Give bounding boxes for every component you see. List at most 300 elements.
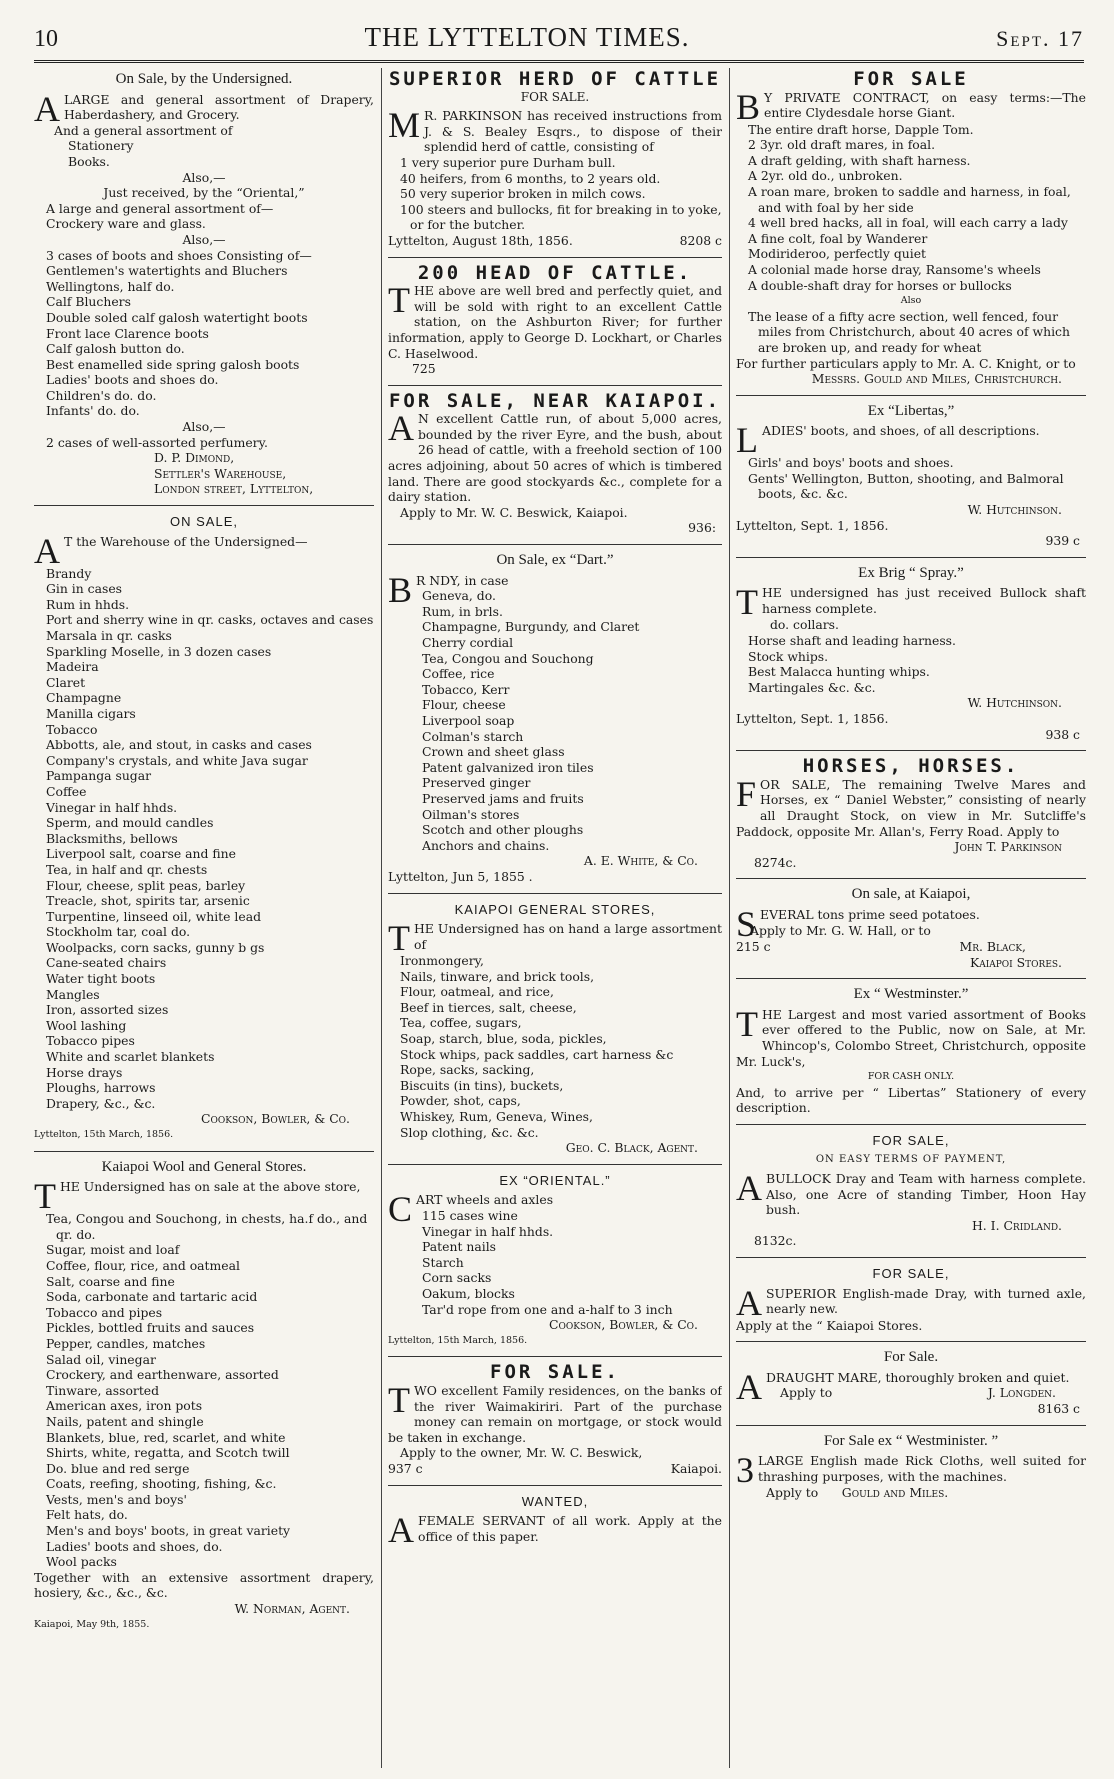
issue-date: Sept. 17 bbox=[996, 26, 1084, 51]
also-label: Also,— bbox=[182, 231, 226, 247]
list-item: Slop clothing, &c. &c. bbox=[400, 1124, 539, 1140]
ad-westminster-books bbox=[736, 987, 1086, 1116]
ad-horses bbox=[736, 755, 1086, 870]
drop-cap: A bbox=[736, 1168, 762, 1209]
list-item: Do. blue and red serge bbox=[46, 1460, 190, 1476]
list-item: 50 very superior broken in milch cows. bbox=[400, 186, 646, 202]
drop-cap: T bbox=[388, 918, 410, 959]
list-item: Mangles bbox=[46, 986, 100, 1002]
ad-heading: Kaiapoi Wool and General Stores. bbox=[101, 1158, 307, 1175]
drop-cap: T bbox=[388, 1379, 410, 1420]
list-item: Champagne, Burgundy, and Claret bbox=[422, 619, 640, 635]
column-3 bbox=[736, 70, 1086, 1770]
list-item: Pepper, candles, matches bbox=[46, 1335, 206, 1351]
list-item: Scotch and other ploughs bbox=[422, 822, 584, 838]
list-item: Ladies' boots and shoes, do. bbox=[46, 1538, 223, 1554]
list-item: Claret bbox=[46, 674, 86, 690]
list-item: Iron, assorted sizes bbox=[46, 1002, 169, 1018]
ad-wanted bbox=[388, 1493, 722, 1551]
list-item: Wool packs bbox=[46, 1554, 117, 1570]
ad-body: ABULLOCK Dray and Team with harness complete. Also, one Acre of standing Timber, Hoon Hay bush. bbox=[736, 1168, 1086, 1218]
list-item: Horse shaft and leading harness. bbox=[748, 633, 956, 649]
list-item: Gin in cases bbox=[46, 581, 123, 597]
list-item: Tobacco, Kerr bbox=[422, 681, 510, 697]
column-rule-2 bbox=[729, 68, 730, 1768]
ad-near-kaiapoi bbox=[388, 389, 722, 536]
item-list bbox=[34, 1211, 374, 1570]
list-item: Stockholm tar, coal do. bbox=[46, 924, 191, 940]
ad-divider bbox=[736, 750, 1086, 751]
list-item: Company's crystals, and white Java sugar bbox=[46, 752, 308, 768]
newspaper-title: THE LYTTELTON TIMES. bbox=[364, 22, 690, 52]
ad-apply: Apply to the owner, Mr. W. C. Beswick, bbox=[400, 1445, 643, 1461]
ad-date: Lyttelton, Sept. 1, 1856. bbox=[736, 517, 889, 533]
list-item: Vinegar in half hhds. bbox=[422, 1223, 554, 1239]
drop-cap: B bbox=[736, 86, 761, 127]
ad-intro: B R NDY, in case bbox=[388, 569, 509, 610]
list-item: Gents' Wellington, Button, shooting, and Balmoral boots, &c. &c. bbox=[748, 470, 1064, 502]
list-item: A double-shaft dray for horses or bullocks bbox=[748, 277, 1012, 293]
ad-cookson-on-sale bbox=[34, 514, 374, 1143]
ad-intro: LADIES' boots, and shoes, of all descriptions. bbox=[736, 420, 1040, 461]
list-item: Calf Bluchers bbox=[46, 294, 131, 310]
list-item: Blacksmiths, bellows bbox=[46, 830, 178, 846]
ad-divider bbox=[736, 557, 1086, 558]
list-item: Shirts, white, regatta, and Scotch twill bbox=[46, 1445, 290, 1461]
ad-divider bbox=[736, 1341, 1086, 1342]
ad-ref: 939 c bbox=[1045, 533, 1080, 549]
list-item: Tea, Congou and Souchong, in chests, ha.f do., and qr. do. bbox=[46, 1211, 368, 1242]
list-item: Oakum, blocks bbox=[422, 1285, 515, 1301]
list-item: Liverpool salt, coarse and fine bbox=[46, 846, 236, 862]
ad-private-contract bbox=[736, 72, 1086, 387]
list-item: do. collars. bbox=[770, 617, 839, 633]
ad-body: ASUPERIOR English-made Dray, with turned axle, nearly new. bbox=[736, 1282, 1086, 1323]
ad-intro: CART wheels and axles bbox=[388, 1189, 554, 1230]
list-item: 100 steers and bullocks, fit for breaking in to yoke, or for the butcher. bbox=[400, 201, 722, 233]
ad-apply: Apply to bbox=[766, 1485, 819, 1501]
list-item: Sperm, and mould candles bbox=[46, 815, 214, 831]
ad-body: AFEMALE SERVANT of all work. Apply at the office of this paper. bbox=[388, 1510, 722, 1551]
masthead-rule bbox=[34, 60, 1084, 66]
list-item: Coffee bbox=[46, 783, 87, 799]
list-item: A colonial made horse dray, Ransome's wheels bbox=[748, 261, 1041, 277]
also-label: Also,— bbox=[182, 169, 226, 185]
ad-date: Lyttelton, 15th March, 1856. bbox=[388, 1334, 528, 1346]
drop-cap: T bbox=[736, 1003, 758, 1044]
list-item: Manilla cigars bbox=[46, 705, 136, 721]
ad-ref: 936: bbox=[688, 520, 716, 536]
ad-line: For further particulars apply to Mr. A. C. Knight, or to bbox=[736, 355, 1076, 371]
list-item: Soda, carbonate and tartaric acid bbox=[46, 1289, 258, 1305]
signature: W. Norman, Agent. bbox=[234, 1601, 350, 1617]
signature: Cookson, Bowler, & Co. bbox=[201, 1111, 350, 1127]
list-item: Wellingtons, half do. bbox=[46, 278, 175, 294]
list-item: Double soled calf galosh watertight boots bbox=[46, 309, 308, 325]
ad-intro: M R. PARKINSON has received instructions from J. & S. Bealey Esqrs., to dispose of their splendid herd of cattle, consisting of bbox=[388, 105, 722, 155]
list-item: Nails, tinware, and brick tools, bbox=[400, 968, 595, 984]
list-item: Horse drays bbox=[46, 1064, 123, 1080]
item-list bbox=[388, 953, 722, 1140]
list-item: Rum, in brls. bbox=[422, 603, 503, 619]
ad-apply: Apply at the “ Kaiapoi Stores. bbox=[736, 1317, 923, 1333]
list-item: Felt hats, do. bbox=[46, 1507, 128, 1523]
ad-divider bbox=[34, 1151, 374, 1152]
ad-divider bbox=[736, 878, 1086, 879]
ad-ref: 8163 c bbox=[1037, 1401, 1080, 1416]
also-label: Also bbox=[900, 295, 922, 307]
ad-body: ADRAUGHT MARE, thoroughly broken and quiet. bbox=[736, 1366, 1070, 1407]
ad-draught-mare bbox=[736, 1350, 1086, 1416]
ad-body: TWO excellent Family residences, on the banks of the river Waimakiriri. Part of the purchase money can remain on mortgage, or stock would be taken in exchange. bbox=[388, 1379, 722, 1445]
signature: Geo. C. Black, Agent. bbox=[565, 1140, 698, 1156]
list-item: Blankets, blue, red, scarlet, and white bbox=[46, 1429, 286, 1445]
drop-cap: 3 bbox=[736, 1450, 754, 1491]
ad-ref: 938 c bbox=[1045, 726, 1080, 742]
list-item: Ploughs, harrows bbox=[46, 1080, 156, 1096]
list-item: Tea, in half and qr. chests bbox=[46, 861, 208, 877]
ad-divider bbox=[736, 395, 1086, 396]
ad-line: Just received, by the “Oriental,” bbox=[103, 185, 305, 201]
list-item: Brandy bbox=[46, 565, 92, 581]
drop-cap: A bbox=[34, 88, 60, 129]
list-item: 4 well bred hacks, all in foal, will each carry a lady bbox=[748, 215, 1068, 231]
list-item: A fine colt, foal by Wanderer bbox=[748, 230, 928, 246]
list-item: Calf galosh button do. bbox=[46, 341, 185, 357]
column-1 bbox=[34, 70, 374, 1770]
list-item: Coats, reefing, shooting, fishing, &c. bbox=[46, 1476, 277, 1492]
list-item: Tobacco pipes bbox=[46, 1033, 135, 1049]
ad-divider bbox=[736, 978, 1086, 979]
list-item: Rope, sacks, sacking, bbox=[400, 1062, 535, 1078]
list-item: Crown and sheet glass bbox=[422, 744, 565, 760]
ad-ref: 937 c bbox=[388, 1460, 423, 1476]
ad-intro: B Y PRIVATE CONTRACT, on easy terms:—The entire Clydesdale horse Giant. bbox=[736, 86, 1086, 127]
list-item: Stationery bbox=[68, 138, 134, 154]
drop-cap: T bbox=[736, 582, 758, 623]
list-item: Flour, oatmeal, and rice, bbox=[400, 984, 554, 1000]
list-item: Crockery ware and glass. bbox=[46, 216, 206, 232]
list-item: Tobacco and pipes bbox=[46, 1304, 163, 1320]
page-number: 10 bbox=[34, 26, 58, 52]
list-item: Turpentine, linseed oil, white lead bbox=[46, 908, 262, 924]
ad-footer bbox=[736, 939, 1086, 955]
list-item: Best Malacca hunting whips. bbox=[748, 664, 930, 680]
ad-heading: For Sale ex “ Westminister. ” bbox=[823, 1432, 999, 1449]
list-item: A roan mare, broken to saddle and harness, in foal, and with foal by her side bbox=[748, 183, 1071, 215]
list-item: Gentlemen's watertights and Bluchers bbox=[46, 263, 288, 279]
column-rule-1 bbox=[381, 68, 382, 1768]
ad-ex-dart bbox=[388, 553, 722, 884]
list-item: Anchors and chains. bbox=[422, 837, 550, 853]
signature: H. I. Cridland. bbox=[972, 1217, 1062, 1233]
drop-cap: B bbox=[388, 569, 413, 610]
signature: W. Hutchinson. bbox=[967, 502, 1062, 518]
ad-heading: FOR SALE. bbox=[490, 1361, 620, 1384]
list-item: Pickles, bottled fruits and sauces bbox=[46, 1320, 255, 1336]
also-label: Also,— bbox=[182, 419, 226, 435]
list-item: Treacle, shot, spirits tar, arsenic bbox=[46, 893, 250, 909]
ad-ref: 8132c. bbox=[754, 1233, 797, 1249]
ad-heading: 200 HEAD OF CATTLE. bbox=[417, 261, 693, 284]
list-item: A large and general assortment of— bbox=[46, 200, 274, 216]
list-item: Salad oil, vinegar bbox=[46, 1351, 156, 1367]
list-item: The entire draft horse, Dapple Tom. bbox=[748, 121, 974, 137]
ad-heading: KAIAPOI GENERAL STORES, bbox=[454, 901, 656, 917]
item-list bbox=[34, 566, 374, 1112]
list-item: Flour, cheese, split peas, barley bbox=[46, 877, 246, 893]
list-item: Abbotts, ale, and stout, in casks and cases bbox=[46, 737, 312, 753]
drop-cap: C bbox=[388, 1189, 413, 1230]
list-item: Drapery, &c., &c. bbox=[46, 1095, 156, 1111]
ad-divider bbox=[388, 385, 722, 386]
ad-intro: ALARGE and general assortment of Drapery, Haberdashery, and Grocery. bbox=[34, 88, 374, 129]
ad-heading: EX “ORIENTAL.” bbox=[499, 1172, 611, 1188]
list-item: Tar'd rope from one and a-half to 3 inch bbox=[422, 1301, 673, 1317]
ad-apply: Apply to Mr. G. W. Hall, or to bbox=[750, 922, 931, 938]
list-item: Colman's starch bbox=[422, 728, 524, 744]
list-item: Girls' and boys' boots and shoes. bbox=[748, 455, 954, 471]
list-item: Geneva, do. bbox=[422, 588, 496, 604]
ad-heading: Ex “Libertas,” bbox=[867, 402, 955, 419]
list-item: Wool lashing bbox=[46, 1017, 127, 1033]
list-item: Coffee, rice bbox=[422, 666, 495, 682]
signature: J. Longden. bbox=[987, 1385, 1056, 1401]
ad-divider bbox=[388, 257, 722, 258]
drop-cap: A bbox=[736, 1282, 762, 1323]
list-item: A 2yr. old do., unbroken. bbox=[748, 168, 903, 184]
ad-dimond bbox=[34, 72, 374, 497]
list-item: Patent galvanized iron tiles bbox=[422, 759, 594, 775]
list-item: Corn sacks bbox=[422, 1270, 492, 1286]
ad-family-residences bbox=[388, 1361, 722, 1476]
list-item: Sparkling Moselle, in 3 dozen cases bbox=[46, 643, 272, 659]
ad-english-dray bbox=[736, 1266, 1086, 1333]
list-item: Marsala in qr. casks bbox=[46, 628, 172, 643]
ad-ref: 8274c. bbox=[754, 854, 797, 870]
drop-cap: F bbox=[736, 773, 757, 814]
list-item: 115 cases wine bbox=[422, 1208, 518, 1223]
ad-heading: ON SALE, bbox=[170, 514, 238, 530]
list-item: Vests, men's and boys' bbox=[46, 1491, 187, 1507]
signature: John T. Parkinson bbox=[954, 839, 1062, 855]
drop-cap: T bbox=[388, 280, 410, 321]
ad-divider bbox=[388, 544, 722, 545]
ad-date: Lyttelton, Sept. 1, 1856. bbox=[736, 711, 889, 726]
list-item: Water tight boots bbox=[46, 971, 156, 987]
list-item: Liverpool soap bbox=[422, 712, 515, 728]
list-item: Vinegar in half hhds. bbox=[46, 799, 178, 815]
signature: London street, Lyttelton, bbox=[154, 481, 314, 497]
list-item: Nails, patent and shingle bbox=[46, 1413, 204, 1429]
item-list bbox=[736, 122, 1086, 294]
list-item: 2 cases of well-assorted perfumery. bbox=[46, 434, 268, 450]
ad-heading: Ex Brig “ Spray.” bbox=[858, 564, 964, 581]
ad-divider bbox=[388, 1164, 722, 1165]
ad-body: A N excellent Cattle run, of about 5,000 acres, bounded by the river Eyre, and the bush, about 26 head of cattle, with a freehold section of 100 acres adjoining, about 50 acres of which is timbered land. There are good stockyards &c., complete for a dairy station. bbox=[388, 408, 722, 505]
list-item: Soap, starch, blue, soda, pickles, bbox=[400, 1031, 607, 1047]
signature: D. P. Dimond, bbox=[154, 450, 235, 466]
ad-intro: A T the Warehouse of the Undersigned— bbox=[34, 530, 308, 571]
list-item: Champagne bbox=[46, 690, 122, 706]
ad-heading: Ex “ Westminster.” bbox=[853, 986, 969, 1003]
ad-line: Together with an extensive assortment drapery, hosiery, &c., &c., &c. bbox=[34, 1569, 374, 1601]
ad-heading: For Sale. bbox=[883, 1349, 939, 1366]
list-item: Port and sherry wine in qr. casks, octaves and cases bbox=[46, 612, 374, 628]
list-item: Coffee, flour, rice, and oatmeal bbox=[46, 1257, 240, 1273]
ad-ref: 215 c bbox=[736, 938, 771, 954]
ad-bullock-dray bbox=[736, 1133, 1086, 1249]
list-item: Infants' do. do. bbox=[46, 403, 140, 419]
list-item: Martingales &c. &c. bbox=[748, 679, 876, 695]
signature: Kaiapoi Stores. bbox=[969, 954, 1062, 970]
list-item: 1 very superior pure Durham bull. bbox=[400, 154, 616, 170]
drop-cap: M bbox=[388, 105, 421, 146]
list-item: American axes, iron pots bbox=[46, 1398, 203, 1414]
list-item: 3 cases of boots and shoes Consisting of— bbox=[46, 247, 312, 263]
list-item: Preserved ginger bbox=[422, 775, 531, 791]
ad-date: Lyttelton, Jun 5, 1855 . bbox=[388, 868, 533, 884]
ad-footer bbox=[388, 233, 722, 249]
ad-body: FOR SALE, The remaining Twelve Mares and Horses, ex “ Daniel Webster,” consisting of nearly all Draught Stock, on view in Mr. Sutcliffe's Paddock, opposite Mr. Allan's, Ferry Road. Apply to bbox=[736, 773, 1086, 839]
ad-ex-spray bbox=[736, 566, 1086, 742]
ad-kaiapoi-wool bbox=[34, 1160, 374, 1633]
list-item: Sugar, moist and loaf bbox=[46, 1242, 180, 1258]
ad-heading: SUPERIOR HERD OF CATTLE bbox=[388, 70, 722, 90]
ad-heading: On Sale, by the Undersigned. bbox=[115, 71, 293, 87]
list-item: Ironmongery, bbox=[400, 953, 484, 969]
list-item: Ladies' boots and shoes do. bbox=[46, 372, 219, 388]
list-item: Tea, Congou and Souchong bbox=[422, 650, 594, 666]
list-item: Children's do. do. bbox=[46, 387, 157, 403]
list-item: Crockery, and earthenware, assorted bbox=[46, 1367, 279, 1383]
ad-divider bbox=[388, 1485, 722, 1486]
ad-divider bbox=[736, 1425, 1086, 1426]
drop-cap: S bbox=[736, 903, 757, 944]
ad-ex-oriental bbox=[388, 1173, 722, 1349]
ad-intro: THE Undersigned has on sale at the above store, bbox=[34, 1176, 361, 1217]
list-item: Rum in hhds. bbox=[46, 596, 130, 612]
ad-heading: FOR SALE bbox=[853, 70, 969, 90]
list-item: Modirideroo, perfectly quiet bbox=[748, 246, 927, 262]
list-item: Biscuits (in tins), buckets, bbox=[400, 1077, 564, 1093]
ad-heading: FOR SALE, NEAR KAIAPOI. bbox=[388, 389, 722, 412]
ad-footer bbox=[766, 1385, 1086, 1401]
ad-divider bbox=[388, 1356, 722, 1357]
ad-heading: HORSES, HORSES. bbox=[802, 755, 1020, 778]
list-item: Stock whips. bbox=[748, 648, 829, 664]
signature: Cookson, Bowler, & Co. bbox=[549, 1317, 698, 1333]
list-item: Front lace Clarence boots bbox=[46, 325, 209, 341]
signature: W. Hutchinson. bbox=[967, 695, 1062, 711]
ad-subheading: FOR SALE. bbox=[520, 89, 590, 104]
ad-heading: FOR SALE, bbox=[872, 1266, 950, 1282]
ad-heading: On sale, at Kaiapoi, bbox=[851, 886, 971, 903]
list-item: Beef in tierces, salt, cheese, bbox=[400, 999, 577, 1015]
drop-cap: A bbox=[34, 530, 60, 571]
list-item: Patent nails bbox=[422, 1239, 497, 1255]
list-item: 40 heifers, from 6 months, to 2 years old. bbox=[400, 170, 661, 186]
signature: Settler's Warehouse, bbox=[154, 465, 287, 481]
masthead bbox=[34, 22, 1084, 56]
list-item: Whiskey, Rum, Geneva, Wines, bbox=[400, 1109, 593, 1125]
ad-intro: THE Undersigned has on hand a large assortment of bbox=[388, 918, 722, 959]
list-item: And a general assortment of bbox=[54, 122, 233, 138]
ad-date: Kaiapoi, May 9th, 1855. bbox=[34, 1618, 150, 1630]
list-item: Best enamelled side spring galosh boots bbox=[46, 356, 300, 372]
list-item: Tobacco bbox=[46, 721, 98, 737]
list-item: 2 3yr. old draft mares, in foal. bbox=[748, 137, 936, 153]
list-item: Pampanga sugar bbox=[46, 768, 152, 784]
list-item: Preserved jams and fruits bbox=[422, 790, 584, 806]
ad-body: THE Largest and most varied assortment of Books ever offered to the Public, now on Sale, at Mr. Whincop's, Colombo Street, Christchurch, opposite Mr. Luck's, bbox=[736, 1003, 1086, 1069]
ad-divider bbox=[34, 505, 374, 506]
signature: A. E. White, & Co. bbox=[583, 853, 698, 869]
ad-ref: 8208 c bbox=[679, 232, 722, 248]
ad-date: Lyttelton, 15th March, 1856. bbox=[34, 1129, 174, 1140]
ad-place: Kaiapoi. bbox=[670, 1460, 722, 1476]
list-item: Tea, coffee, sugars, bbox=[400, 1015, 522, 1031]
ad-date: Lyttelton, August 18th, 1856. bbox=[388, 232, 573, 248]
ad-superior-herd bbox=[388, 72, 722, 249]
ad-body: 3 LARGE English made Rick Cloths, well suited for thrashing purposes, with the machines. bbox=[736, 1450, 1086, 1491]
ad-intro: SEVERAL tons prime seed potatoes. bbox=[736, 903, 980, 944]
list-item: Stock whips, pack saddles, cart harness &c bbox=[400, 1046, 674, 1062]
list-item: Flour, cheese bbox=[422, 697, 506, 713]
ad-kaiapoi-general bbox=[388, 902, 722, 1156]
ad-ref: 725 bbox=[412, 361, 436, 377]
ad-kaiapoi-potatoes bbox=[736, 887, 1086, 970]
list-item: Cherry cordial bbox=[422, 635, 514, 650]
ad-apply: Apply to bbox=[780, 1385, 833, 1401]
ad-rick-cloths bbox=[736, 1434, 1086, 1501]
list-item: Men's and boys' boots, in great variety bbox=[46, 1523, 291, 1539]
ad-line: The lease of a fifty acre section, well fenced, four miles from Christchurch, about 40 acres of which are broken up, and ready for wheat bbox=[748, 308, 1070, 355]
ad-intro: THE undersigned has just received Bullock shaft harness complete. bbox=[736, 582, 1086, 623]
ad-line: FOR CASH ONLY. bbox=[867, 1071, 955, 1083]
ad-body: THE above are well bred and perfectly quiet, and will be sold with right to an excellent Cattle station, on the Ashburton River; for further information, apply to George D. Lockhart, or Charles C. Haselwood. bbox=[388, 280, 722, 361]
ad-footer bbox=[388, 1461, 722, 1477]
list-item: Woolpacks, corn sacks, gunny b gs bbox=[46, 939, 265, 955]
list-item: Salt, coarse and fine bbox=[46, 1273, 175, 1289]
ad-divider bbox=[736, 1124, 1086, 1125]
column-2 bbox=[388, 70, 722, 1770]
ad-heading: On Sale, ex “Dart.” bbox=[496, 552, 614, 569]
list-item: Madeira bbox=[46, 659, 99, 675]
drop-cap: A bbox=[388, 1510, 414, 1551]
list-item: Oilman's stores bbox=[422, 806, 520, 822]
drop-cap: A bbox=[388, 408, 414, 449]
ad-subheading: ON EASY TERMS OF PAYMENT, bbox=[815, 1154, 1007, 1166]
signature: Messrs. Gould and Miles, Christchurch. bbox=[811, 371, 1062, 387]
ad-heading: FOR SALE, bbox=[872, 1132, 950, 1148]
drop-cap: T bbox=[34, 1176, 56, 1217]
list-item: White and scarlet blankets bbox=[46, 1049, 215, 1065]
ad-apply: Apply to Mr. W. C. Beswick, Kaiapoi. bbox=[400, 504, 628, 520]
ad-200-head bbox=[388, 261, 722, 377]
ad-footer bbox=[736, 1485, 1086, 1501]
list-item: A draft gelding, with shaft harness. bbox=[748, 152, 971, 168]
ad-divider bbox=[736, 1257, 1086, 1258]
drop-cap: A bbox=[736, 1366, 762, 1407]
list-item: Cane-seated chairs bbox=[46, 955, 167, 971]
ad-ex-libertas bbox=[736, 404, 1086, 549]
ad-heading: WANTED, bbox=[521, 1493, 589, 1509]
signature: Gould and Miles. bbox=[841, 1485, 949, 1501]
list-item: Books. bbox=[68, 153, 110, 169]
ad-divider bbox=[388, 893, 722, 894]
list-item: Starch bbox=[422, 1254, 464, 1270]
